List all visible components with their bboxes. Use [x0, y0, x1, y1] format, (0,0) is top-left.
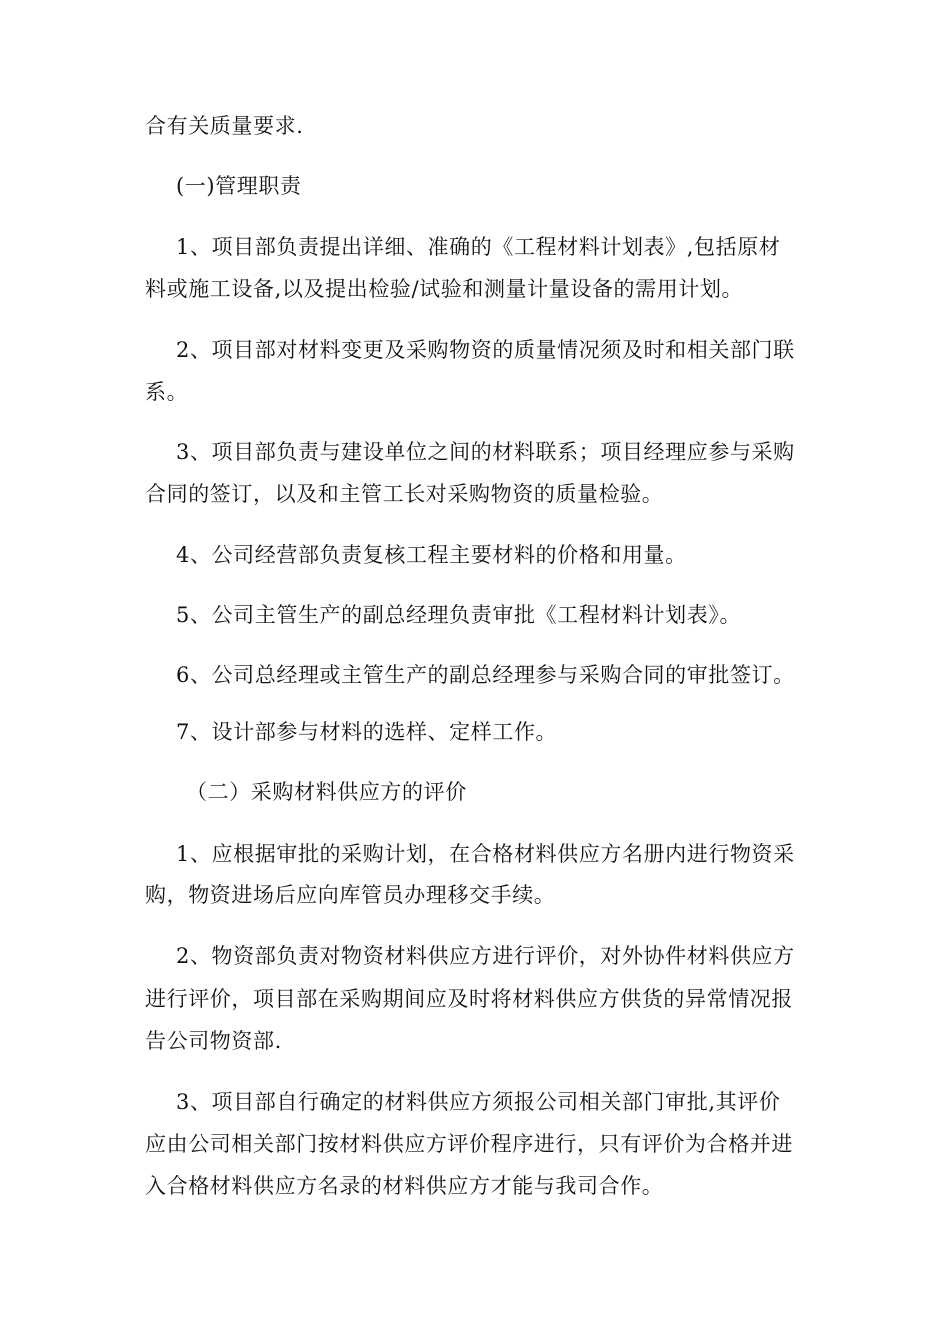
- item-1-line-2: 料或施工设备,以及提出检验/试验和测量计量设备的需用计划。: [145, 277, 744, 301]
- item-6: 6、公司总经理或主管生产的副总经理参与采购合同的审批签订。: [176, 663, 795, 687]
- item-5: 5、公司主管生产的副总经理负责审批《工程材料计划表》。: [176, 603, 742, 627]
- text-line-continuation: 合有关质量要求.: [145, 114, 304, 138]
- item-2-line-1: 2、项目部对材料变更及采购物资的质量情况须及时和相关部门联: [176, 338, 795, 362]
- eval-item-3-line-1: 3、项目部自行确定的材料供应方须报公司相关部门审批,其评价: [176, 1090, 781, 1114]
- eval-item-2-line-3: 告公司物资部.: [145, 1029, 282, 1053]
- eval-item-2-line-1: 2、物资部负责对物资材料供应方进行评价，对外协件材料供应方: [176, 944, 795, 968]
- item-1-line-1: 1、项目部负责提出详细、准确的《工程材料计划表》,包括原材: [176, 235, 781, 259]
- eval-item-1-line-1: 1、应根据审批的采购计划，在合格材料供应方名册内进行物资采: [176, 842, 795, 866]
- eval-item-2-line-2: 进行评价，项目部在采购期间应及时将材料供应方供货的异常情况报: [145, 987, 793, 1011]
- item-2-line-2: 系。: [145, 380, 189, 404]
- eval-item-1-line-2: 购，物资进场后应向库管员办理移交手续。: [145, 883, 556, 907]
- section-heading-supplier-evaluation: （二）采购材料供应方的评价: [186, 780, 467, 804]
- section-heading-management-duties: (一)管理职责: [176, 174, 302, 198]
- item-3-line-2: 合同的签订，以及和主管工长对采购物资的质量检验。: [145, 482, 664, 506]
- eval-item-3-line-2: 应由公司相关部门按材料供应方评价程序进行，只有评价为合格并进: [145, 1132, 793, 1156]
- item-4: 4、公司经营部负责复核工程主要材料的价格和用量。: [176, 543, 687, 567]
- item-7: 7、设计部参与材料的选样、定样工作。: [176, 720, 558, 744]
- eval-item-3-line-3: 入合格材料供应方名录的材料供应方才能与我司合作。: [145, 1174, 664, 1198]
- item-3-line-1: 3、项目部负责与建设单位之间的材料联系；项目经理应参与采购: [176, 440, 795, 464]
